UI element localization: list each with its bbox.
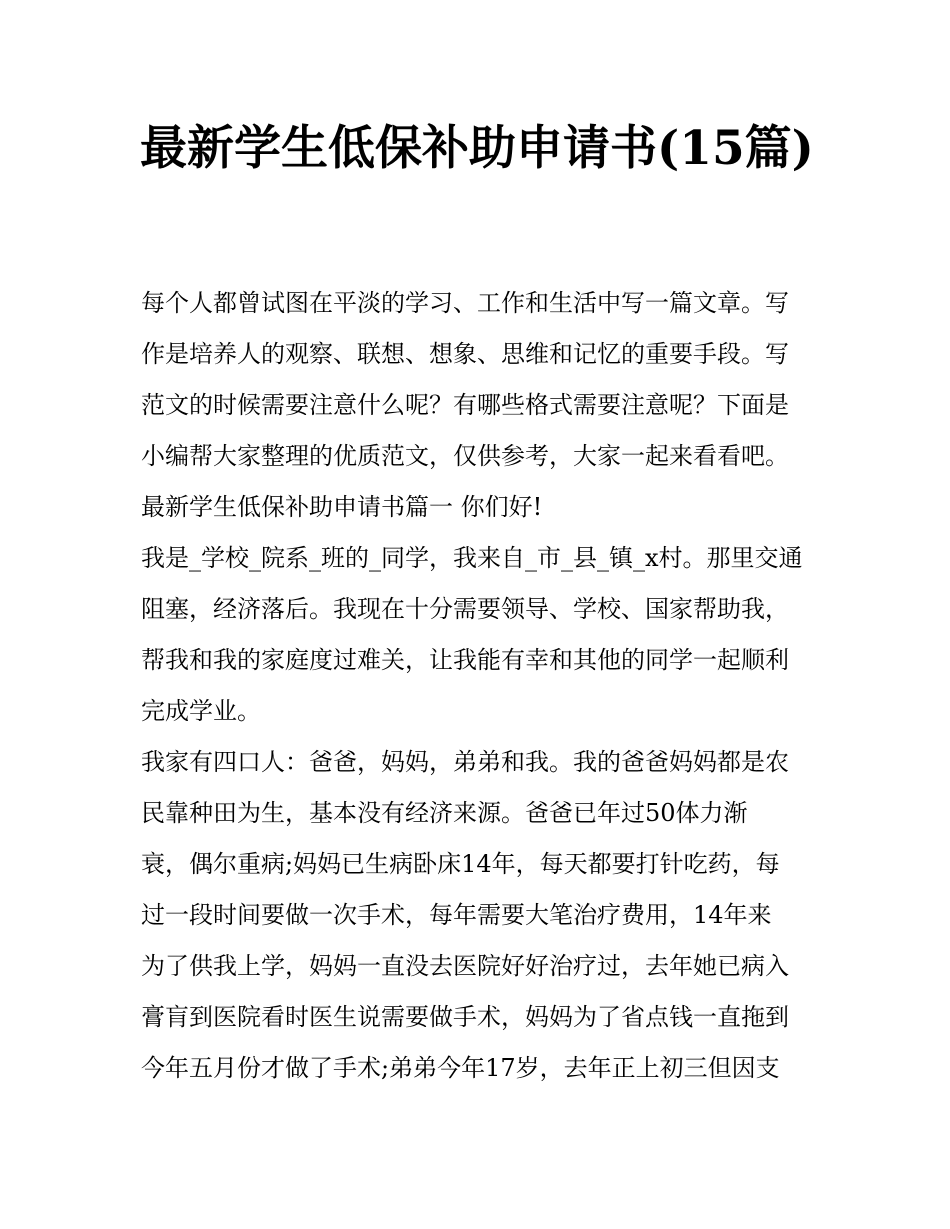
document-body	[141, 278, 821, 1094]
paragraph-line: 过一段时间要做一次手术，每年需要大笔治疗费用，14年来	[141, 901, 772, 929]
paragraph-line: 阻塞，经济落后。我现在十分需要领导、学校、国家帮助我，	[141, 595, 789, 623]
paragraph-line: 我家有四口人：爸爸，妈妈，弟弟和我。我的爸爸妈妈都是农	[141, 748, 789, 776]
paragraph-line: 为了供我上学，妈妈一直没去医院好好治疗过，去年她已病入	[141, 952, 789, 980]
paragraph-line: 作是培养人的观察、联想、想象、思维和记忆的重要手段。写	[141, 340, 789, 368]
paragraph-line: 我是_学校_院系_班的_同学，我来自_市_县_镇_x村。那里交通	[141, 544, 803, 572]
paragraph-line: 今年五月份才做了手术;弟弟今年17岁，去年正上初三但因支	[141, 1054, 780, 1082]
section-heading-line: 最新学生低保补助申请书篇一 你们好!	[141, 493, 543, 521]
paragraph-line: 膏肓到医院看时医生说需要做手术，妈妈为了省点钱一直拖到	[141, 1003, 789, 1031]
paragraph-line: 范文的时候需要注意什么呢？有哪些格式需要注意呢？下面是	[141, 391, 789, 419]
paragraph-line: 小编帮大家整理的优质范文，仅供参考，大家一起来看看吧。	[141, 442, 789, 470]
paragraph-line: 每个人都曾试图在平淡的学习、工作和生活中写一篇文章。写	[141, 289, 789, 317]
paragraph-line: 衰，偶尔重病;妈妈已生病卧床14年，每天都要打针吃药，每	[141, 850, 780, 878]
paragraph-line: 完成学业。	[141, 697, 261, 725]
document-title: 最新学生低保补助申请书(15篇)	[140, 121, 814, 176]
paragraph-line: 民靠种田为生，基本没有经济来源。爸爸已年过50体力渐	[141, 799, 748, 827]
paragraph-line: 帮我和我的家庭度过难关，让我能有幸和其他的同学一起顺利	[141, 646, 789, 674]
